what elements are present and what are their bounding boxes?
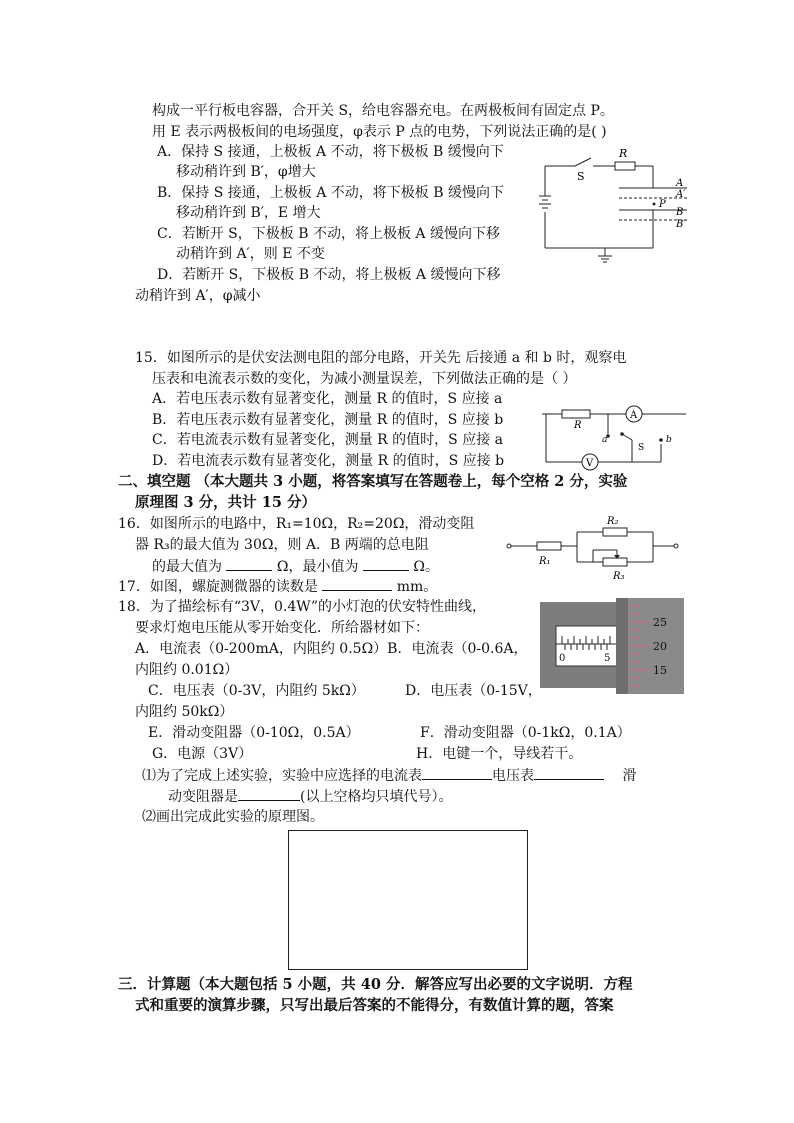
q18-ammeter-blank[interactable] (422, 765, 492, 780)
fig14-label-a: A (676, 178, 684, 189)
q15-line1: 15．如图所示的是伏安法测电阻的部分电路，开关先 后接通 a 和 b 时，观察电 (135, 350, 627, 366)
q16-min-label: Ω，最小值为 (276, 559, 359, 575)
fig15-label-s: S (638, 443, 645, 453)
q14-option-c: C．若断开 S，下极板 B 不动，将上极板 A 缓慢向下移 (157, 226, 500, 242)
fig14-label-b2: B′ (676, 219, 686, 230)
fig16-label-r3: R₃ (613, 571, 625, 582)
fig15-label-a: a (602, 435, 608, 445)
q16-line2: 器 R₃的最大值为 30Ω，则 A．B 两端的总电阻 (135, 537, 429, 553)
q18-ammeter-prompt: ⑴为了完成上述实验，实验中应选择的电流表 (142, 768, 422, 784)
q16-unit: Ω。 (413, 559, 440, 575)
q18-sub1 (142, 765, 636, 786)
fig15-ammeter-label: A (630, 410, 638, 421)
q14-option-b: B．保持 S 接通，上极板 A 不动，将下极板 B 缓慢向下 (157, 185, 504, 201)
micrometer-tick-25: 25 (653, 616, 667, 629)
q18-item-g: G．电源（3V） (152, 746, 253, 762)
fig15-label-r: R (574, 420, 582, 431)
q17-reading-blank[interactable] (322, 576, 392, 591)
q18-fill-note: (以上空格均只填代号）。 (300, 789, 453, 805)
q18-item-f: F．滑动变阻器（0-1kΩ，0.1A） (420, 725, 631, 741)
q18-sub2: ⑵画出完成此实验的原理图。 (142, 809, 324, 825)
fig15-label-b: b (666, 435, 672, 445)
q18-item-d: D．电压表（0-15V， (405, 683, 542, 699)
q18-item-c: C．电压表（0-3V，内阻约 5kΩ） (148, 683, 365, 699)
q18-line1: 18．为了描绘标有“3V，0.4W”的小灯泡的伏安特性曲线， (118, 599, 487, 615)
q18-item-d-cont: 内阻约 50kΩ） (135, 704, 234, 720)
q18-rheostat-prompt: 动变阻器是 (168, 789, 238, 805)
resistor-network-figure (505, 510, 680, 582)
q18-item-ab: A．电流表（0-200mA，内阻约 0.5Ω）B．电流表（0-0.6A， (135, 641, 528, 657)
q18-rheostat-prompt-start: 滑 (622, 768, 637, 784)
q15-option-b: B．若电压表示数有显著变化，测量 R 的值时，S 应接 b (152, 412, 504, 428)
q18-sub1-cont (168, 786, 452, 807)
q14-option-d: D．若断开 S，下极板 B 不动，将上极板 A 缓慢向下移 (157, 267, 501, 283)
section2-heading: 二、填空题 （本大题共 3 小题，将答案填写在答题卷上，每个空格 2 分，实验 (118, 473, 628, 490)
fig14-label-s: S (577, 170, 585, 183)
micrometer-tick-15: 15 (653, 664, 667, 677)
fig15-voltmeter-label: V (586, 458, 594, 469)
q18-rheostat-blank[interactable] (238, 786, 300, 801)
q14-option-a: A．保持 S 接通，上极板 A 不动，将下极板 B 缓慢向下 (157, 144, 504, 160)
q15-line2: 压表和电流表示数的变化，为减小测量误差，下列做法正确的是（ ） (152, 371, 577, 387)
q14-option-b-cont: 移动稍许到 B′，E 增大 (176, 205, 321, 221)
q14-option-a-cont: 移动稍许到 B′，φ增大 (176, 164, 316, 180)
section3-heading: 三．计算题（本大题包括 5 小题，共 40 分．解答应写出必要的文字说明．方程 (118, 976, 633, 993)
q17-line (118, 576, 437, 597)
micrometer-main-0: 0 (559, 653, 566, 664)
voltammetry-circuit-figure (540, 400, 688, 472)
circuit-drawing-box[interactable] (288, 830, 528, 970)
q14-line1: 构成一平行板电容器，合开关 S，给电容器充电。在两极板间有固定点 P。 (152, 103, 614, 119)
q17-unit: mm。 (396, 579, 438, 595)
fig14-label-r: R (619, 147, 628, 160)
q15-option-a: A．若电压表示数有显著变化，测量 R 的值时，S 应接 a (152, 391, 503, 407)
q16-line1: 16．如图所示的电路中，R₁=10Ω，R₂=20Ω，滑动变阻 (118, 516, 475, 532)
q17-prompt: 17．如图，螺旋测微器的读数是 (118, 579, 318, 595)
fig14-label-b: B (676, 207, 684, 218)
q16-max-label: 的最大值为 (152, 559, 222, 575)
capacitor-circuit-figure (535, 140, 695, 270)
fig14-label-a2: A′ (676, 189, 686, 200)
q16-max-blank[interactable] (226, 556, 272, 571)
q14-option-c-cont: 动稍许到 A′，则 E 不变 (176, 246, 325, 262)
fig16-label-r2: R₂ (607, 516, 619, 527)
q18-item-b-cont: 内阻约 0.01Ω） (135, 662, 239, 678)
q15-option-d: D．若电流表示数有显著变化，测量 R 的值时，S 应接 b (152, 453, 505, 469)
micrometer-main-5: 5 (604, 653, 611, 664)
q18-voltmeter-prompt: 电压表 (492, 768, 534, 784)
q14-line2: 用 E 表示两极板间的电场强度，φ表示 P 点的电势，下列说法正确的是( ) (152, 124, 607, 140)
fig16-label-r1: R₁ (539, 556, 551, 567)
q18-voltmeter-blank[interactable] (534, 765, 604, 780)
section2-heading-cont: 原理图 3 分，共计 15 分） (135, 494, 316, 511)
micrometer-tick-20: 20 (653, 640, 667, 653)
q14-option-d-cont: 动稍许到 A′，φ减小 (135, 288, 261, 304)
q18-line2: 要求灯炮电压能从零开始变化．所给器材如下： (135, 620, 429, 636)
fig14-label-p: P (659, 199, 666, 210)
q18-item-e: E．滑动变阻器（0-10Ω，0.5A） (148, 725, 360, 741)
q15-option-c: C．若电流表示数有显著变化，测量 R 的值时，S 应接 a (152, 432, 503, 448)
section3-heading-cont: 式和重要的演算步骤，只写出最后答案的不能得分，有数值计算的题，答案 (135, 997, 614, 1014)
q16-line3 (152, 556, 439, 577)
q18-item-h: H．电键一个，导线若干。 (416, 746, 583, 762)
q16-min-blank[interactable] (363, 556, 409, 571)
micrometer-figure (540, 598, 688, 694)
